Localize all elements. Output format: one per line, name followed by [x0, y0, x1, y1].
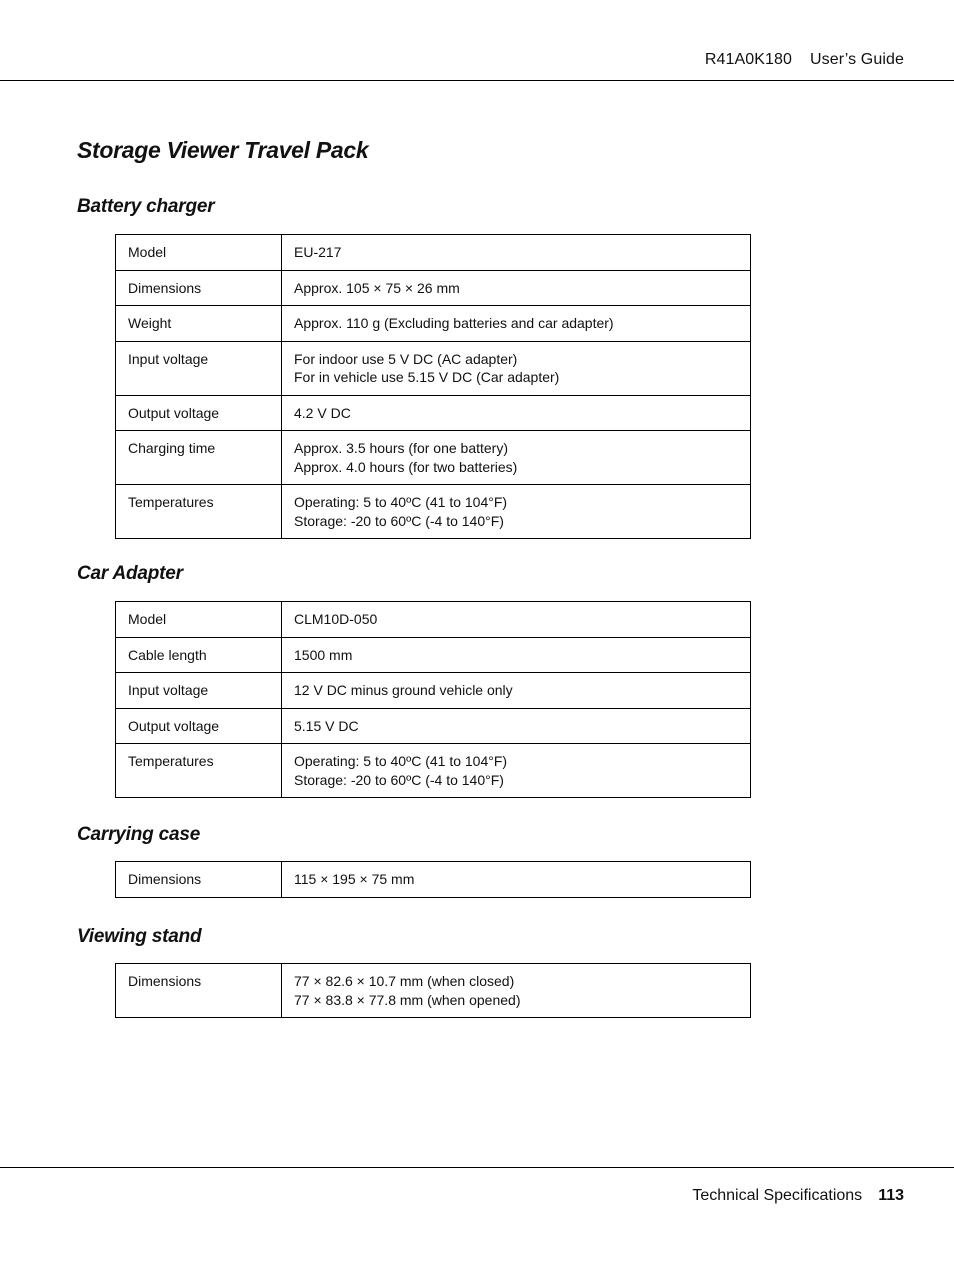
row-value [282, 341, 751, 395]
row-value [282, 306, 751, 342]
row-label: Temperatures [116, 485, 282, 539]
document-id: R41A0K180 [704, 51, 793, 68]
value-line: 4.2 V DC [294, 404, 351, 421]
table-row [116, 341, 751, 395]
row-value [282, 862, 751, 898]
row-value [282, 270, 751, 306]
row-value [282, 431, 751, 485]
value-line: 1500 mm [294, 646, 353, 663]
table-row [116, 306, 751, 342]
battery-charger-table [115, 234, 751, 539]
row-label: Output voltage [116, 708, 282, 744]
guide-title: User’s Guide [810, 51, 904, 68]
section-heading-viewing-stand: Viewing stand [77, 926, 202, 947]
row-label: Model [116, 235, 282, 271]
row-label: Charging time [116, 431, 282, 485]
value-line: 77 × 83.8 × 77.8 mm (when opened) [294, 991, 521, 1008]
page-number: 113 [878, 1187, 904, 1204]
value-line: Approx. 3.5 hours (for one battery) [294, 440, 508, 456]
table-row [116, 235, 751, 271]
table-row [116, 485, 751, 539]
page-title: Storage Viewer Travel Pack [77, 137, 369, 163]
row-label: Input voltage [116, 673, 282, 709]
section-heading-battery-charger: Battery charger [77, 196, 215, 217]
table-row [116, 431, 751, 485]
value-line: EU-217 [294, 244, 342, 260]
table-row [116, 862, 751, 898]
row-label: Dimensions [116, 862, 282, 898]
row-label: Output voltage [116, 395, 282, 431]
row-label: Temperatures [116, 744, 282, 798]
value-line: 115 × 195 × 75 mm [294, 871, 415, 887]
value-line: Operating: 5 to 40ºC (41 to 104°F) [294, 753, 508, 769]
footer-rule [0, 1167, 954, 1168]
row-label: Model [116, 602, 282, 638]
value-line: Approx. 110 g (Excluding batteries and car adapter) [294, 315, 614, 331]
row-value [282, 602, 751, 638]
table-row [116, 964, 751, 1018]
car-adapter-table [115, 601, 751, 798]
table-row [116, 744, 751, 798]
value-line: Approx. 105 × 75 × 26 mm [294, 279, 460, 296]
value-line: Operating: 5 to 40ºC (41 to 104°F) [294, 494, 508, 510]
value-line: For indoor use 5 V DC (AC adapter) [294, 350, 518, 367]
row-value [282, 744, 751, 798]
row-value [282, 485, 751, 539]
value-line: Storage: -20 to 60ºC (-4 to 140°F) [294, 512, 504, 529]
section-heading-car-adapter: Car Adapter [77, 563, 183, 584]
row-value [282, 637, 751, 673]
row-label: Dimensions [116, 964, 282, 1018]
row-label: Weight [116, 306, 282, 342]
table-row [116, 395, 751, 431]
row-value [282, 235, 751, 271]
row-label: Cable length [116, 637, 282, 673]
page-footer [692, 1187, 904, 1205]
value-line: Approx. 4.0 hours (for two batteries) [294, 458, 518, 475]
value-line: 5.15 V DC [294, 717, 359, 734]
table-row [116, 270, 751, 306]
row-value [282, 395, 751, 431]
carrying-case-table [115, 861, 751, 898]
row-value [282, 708, 751, 744]
value-line: Storage: -20 to 60ºC (-4 to 140°F) [294, 771, 504, 788]
value-line: 77 × 82.6 × 10.7 mm (when closed) [294, 973, 515, 989]
page-header [0, 0, 954, 81]
table-row [116, 708, 751, 744]
table-row [116, 602, 751, 638]
row-label: Input voltage [116, 341, 282, 395]
table-row [116, 673, 751, 709]
footer-section-name: Technical Specifications [692, 1187, 863, 1204]
viewing-stand-table [115, 963, 751, 1018]
value-line: 12 V DC minus ground vehicle only [294, 682, 513, 698]
table-row [116, 637, 751, 673]
header-text [705, 51, 904, 69]
value-line: CLM10D-050 [294, 611, 378, 627]
section-heading-carrying-case: Carrying case [77, 824, 201, 845]
row-value [282, 964, 751, 1018]
row-label: Dimensions [116, 270, 282, 306]
value-line: For in vehicle use 5.15 V DC (Car adapter) [294, 369, 560, 385]
row-value [282, 673, 751, 709]
